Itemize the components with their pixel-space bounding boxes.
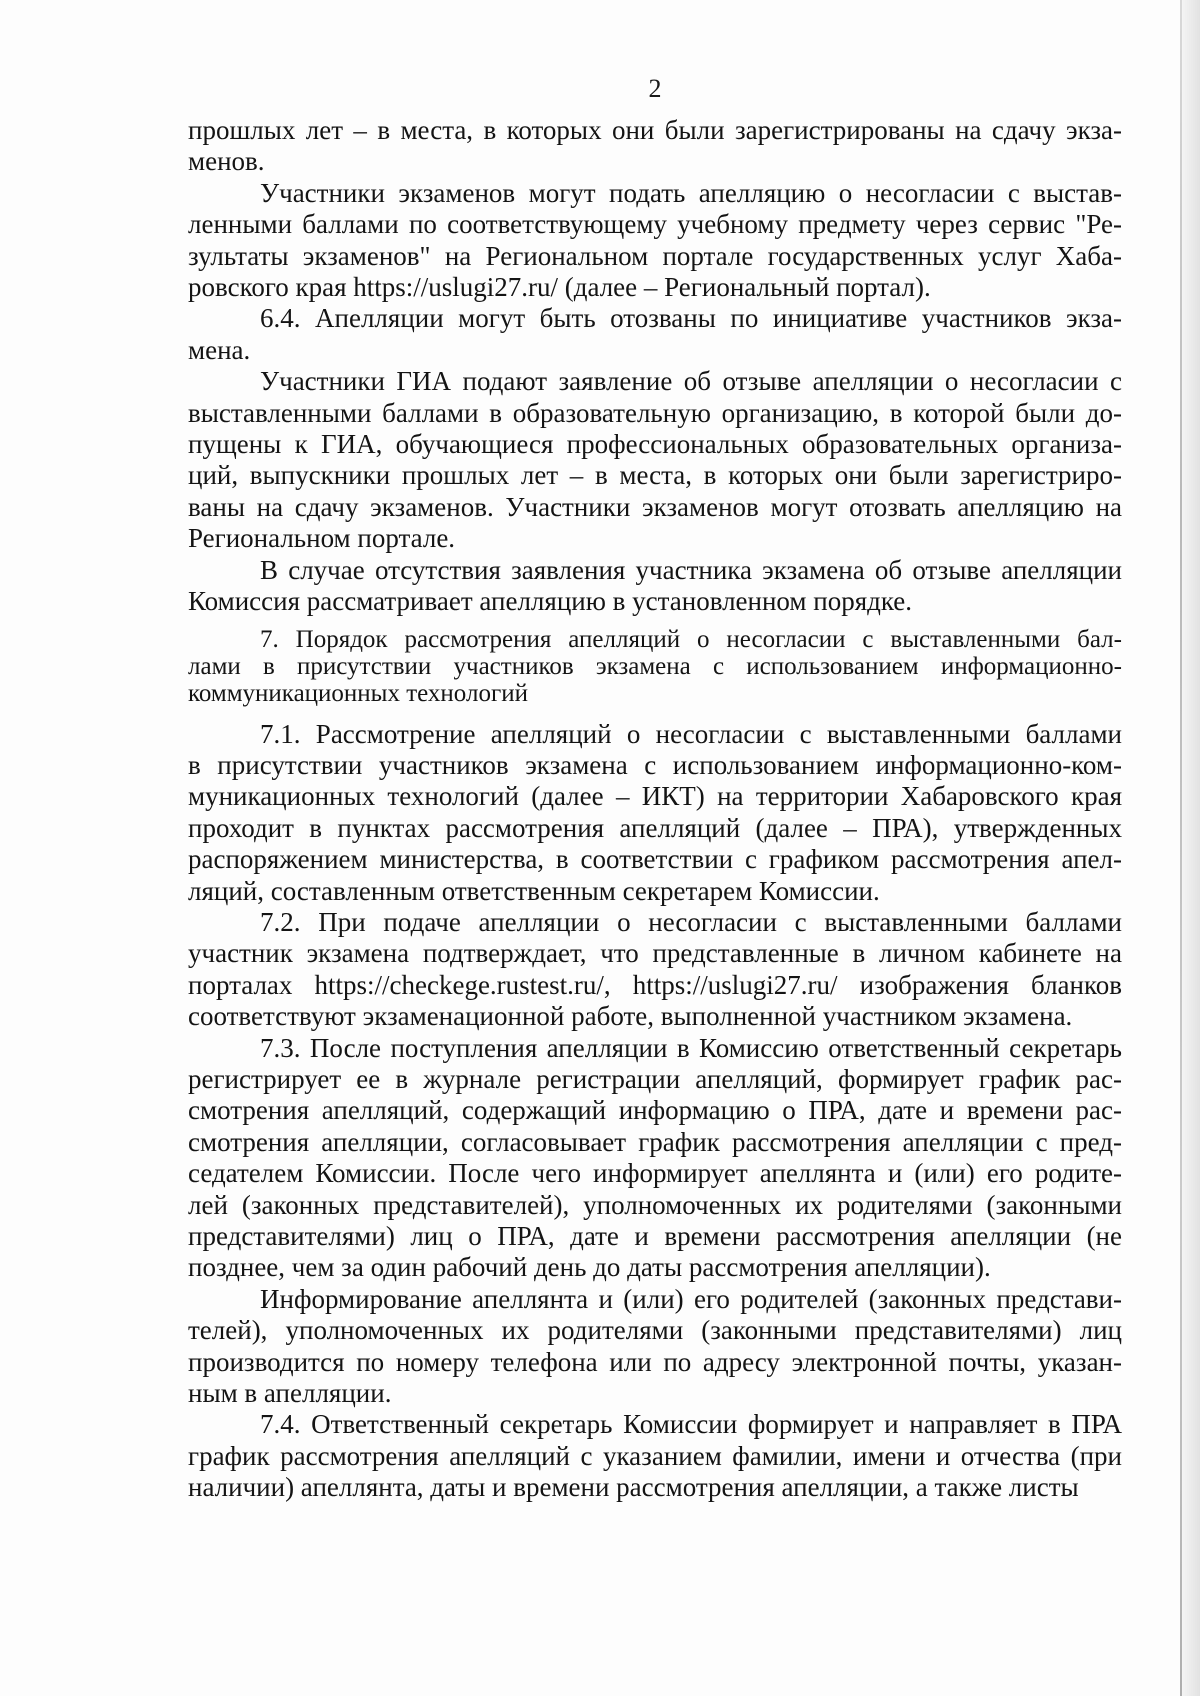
text-line: позднее, чем за один рабочий день до даты рассмотрения апелляции). [188,1252,991,1283]
text-line: Участники экзаменов могут подать апелляцию о несогласии с выстав- [260,177,1122,208]
text-line: ленными баллами по соответствующему учебному предмету через сервис "Ре- [188,209,1122,240]
text-line: график рассмотрения апелляций с указанием фамилии, имени и отчества (при [188,1440,1122,1471]
paragraph-7-4 [188,1409,1122,1503]
text-line: выставленными баллами в образовательную организацию, в которой были до- [188,397,1122,428]
text-line: Комиссия рассматривает апелляцию в установленном порядке. [188,586,913,617]
paragraph-gia-withdrawal [188,366,1122,554]
text-line: Региональном портале. [188,523,456,554]
text-line: муникационных технологий (далее – ИКТ) на территории Хабаровского края [188,781,1122,812]
text-line: смотрения апелляции, согласовывает график рассмотрения апелляции с пред- [188,1126,1122,1157]
text-line: лами в присутствии участников экзамена с использованием информационно- [188,652,1122,680]
text-line: ций, выпускники прошлых лет – в места, в которых они были зарегистриро- [188,460,1122,491]
text-line: пущены к ГИА, обучающиеся профессиональных образовательных организа- [188,429,1122,460]
text-line: менов. [188,146,265,177]
text-line: В случае отсутствия заявления участника экзамена об отзыве апелляции [260,554,1122,585]
paragraph-appeal-submission [188,178,1122,304]
text-line: в присутствии участников экзамена с использованием информационно-ком- [188,749,1122,780]
text-line: смотрения апелляций, содержащий информацию о ПРА, дате и времени рас- [188,1095,1122,1126]
paragraph-6-4 [188,303,1122,366]
text-line: прошлых лет – в места, в которых они были зарегистрированы на сдачу экза- [188,115,1122,145]
text-line: регистрирует ее в журнале регистрации апелляций, формирует график рас- [188,1063,1122,1094]
paragraph-7-1 [188,719,1122,907]
text-line: 7.2. При подаче апелляции о несогласии с выставленными баллами [260,906,1122,937]
text-line: мена. [188,334,251,365]
text-line: 6.4. Апелляции могут быть отозваны по инициативе участников экза- [260,303,1122,334]
text-line: соответствуют экзаменационной работе, выполненной участником экзамена. [188,1001,1073,1032]
text-line: проходит в пунктах рассмотрения апелляций (далее – ПРА), утвержденных [188,812,1122,843]
document-body [188,115,1122,1504]
scan-shadow [1182,0,1200,1696]
text-line: Информирование апеллянта и (или) его родителей (законных представи- [260,1283,1122,1314]
text-line: ровского края https://uslugi27.ru/ (далее – Региональный портал). [188,272,931,303]
text-line: седателем Комиссии. После чего информирует апеллянта и (или) его родите- [188,1158,1122,1189]
paragraph-informing [188,1284,1122,1410]
paragraph-7-3 [188,1033,1122,1284]
text-line: коммуникационных технологий [188,679,528,707]
text-line: 7.3. После поступления апелляции в Комиссию ответственный секретарь [260,1032,1122,1063]
paragraph-continuation [188,115,1122,178]
text-line: 7.1. Рассмотрение апелляций о несогласии с выставленными баллами [260,718,1122,749]
scan-page-edge [1180,0,1182,1696]
text-line: зультаты экзаменов" на Региональном портале государственных услуг Хаба- [188,240,1122,271]
text-line: ным в апелляции. [188,1378,392,1409]
text-line: производится по номеру телефона или по адресу электронной почты, указан- [188,1346,1122,1377]
text-line: ваны на сдачу экзаменов. Участники экзаменов могут отозвать апелляцию на [188,491,1122,522]
text-line: представителями) лиц о ПРА, дате и времени рассмотрения апелляции (не [188,1221,1122,1251]
text-line: распоряжением министерства, в соответствии с графиком рассмотрения апел- [188,844,1122,875]
text-line: лей (законных представителей), уполномоченных их родителями (законными [188,1189,1122,1220]
text-line: порталах https://checkege.rustest.ru/, https://uslugi27.ru/ изображения бланков [188,969,1122,1000]
text-line: 7. Порядок рассмотрения апелляций о несогласии с выставленными бал- [260,625,1122,653]
text-line: ляций, составленным ответственным секретарем Комиссии. [188,875,880,906]
paragraph-no-withdrawal [188,555,1122,618]
text-line: 7.4. Ответственный секретарь Комиссии формирует и направляет в ПРА [260,1409,1122,1440]
text-line: Участники ГИА подают заявление об отзыве апелляции о несогласии с [260,366,1122,397]
section-7-heading [188,626,1122,707]
paragraph-7-2 [188,907,1122,1033]
text-line: наличии) апеллянта, даты и времени рассмотрения апелляции, а также листы [188,1472,1079,1503]
text-line: телей), уполномоченных их родителями (законными представителями) лиц [188,1315,1122,1346]
page-number: 2 [648,74,662,103]
text-line: участник экзамена подтверждает, что представленные в личном кабинете на [188,938,1122,969]
